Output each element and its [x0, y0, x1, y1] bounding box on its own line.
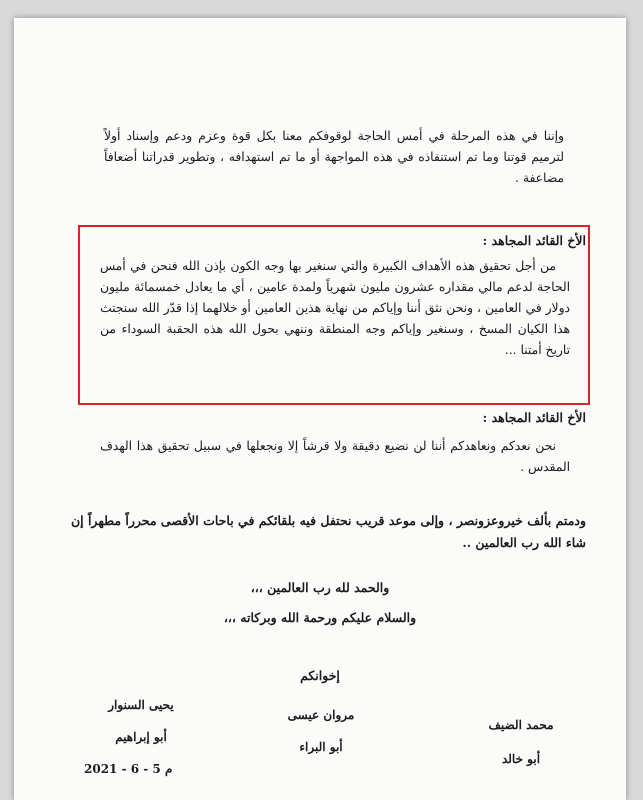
- signature-name: يحيى السنوار: [108, 698, 174, 712]
- brothers-label: إخوانكم: [300, 668, 340, 683]
- signature-name: مروان عيسى: [287, 708, 355, 722]
- section1-heading: الأخ القائد المجاهد :: [482, 233, 586, 248]
- section2-heading: الأخ القائد المجاهد :: [482, 410, 586, 425]
- document-date: 2021 - 6 - 5 م: [84, 762, 173, 776]
- signature-alias: أبو خالد: [501, 752, 541, 766]
- section2-body: نحن نعدكم ونعاهدكم أننا لن نضيع دقيقة ولا قرشاً إلا ونجعلها في سبيل تحقيق هذا الهدف المقدس .: [100, 439, 570, 474]
- intro-paragraph: وإننا في هذه المرحلة في أمس الحاجة لوقوفكم معنا بكل قوة وعزم ودعم وإسناد أولاً لترميم قوتنا وما تم استنفاذه في هذه المواجهة أو ما تم استهدافه ، وتطوير قدراتنا أضعافاً مضاعفة .: [104, 129, 564, 185]
- section1-body: من أجل تحقيق هذه الأهداف الكبيرة والتي سنغير بها وجه الكون بإذن الله فنحن في أمس الحاجة لدعم مالي مقداره عشرون مليون شهرياً ولمدة عامين ، أي ما يعادل خمسمائة مليون دولار في العامين ، ونحن نثق أننا وإياكم من نهاية هذين العامين أو خلالهما إذا قدّر الله سنجتث هذا الكيان المسخ ، وسنغير وإياكم وجه المنطقة وننهي بحول الله هذه الحقبة السوداء من تاريخ أمتنا ...: [100, 259, 570, 357]
- closing-paragraph: ودمتم بألف خيروعزونصر ، وإلى موعد قريب نحتفل فيه بلقائكم في باحات الأقصى محرراً مطهراً إن شاء الله رب العالمين ..: [70, 513, 586, 550]
- salutation-line: والسلام عليكم ورحمة الله وبركاته ،،،: [223, 610, 417, 625]
- signature-alias: أبو إبراهيم: [115, 730, 167, 744]
- document-page: [14, 18, 626, 800]
- signature-alias: أبو البراء: [299, 740, 343, 754]
- praise-line: والحمد لله رب العالمين ،،،: [250, 580, 390, 595]
- signature-name: محمد الضيف: [488, 718, 554, 732]
